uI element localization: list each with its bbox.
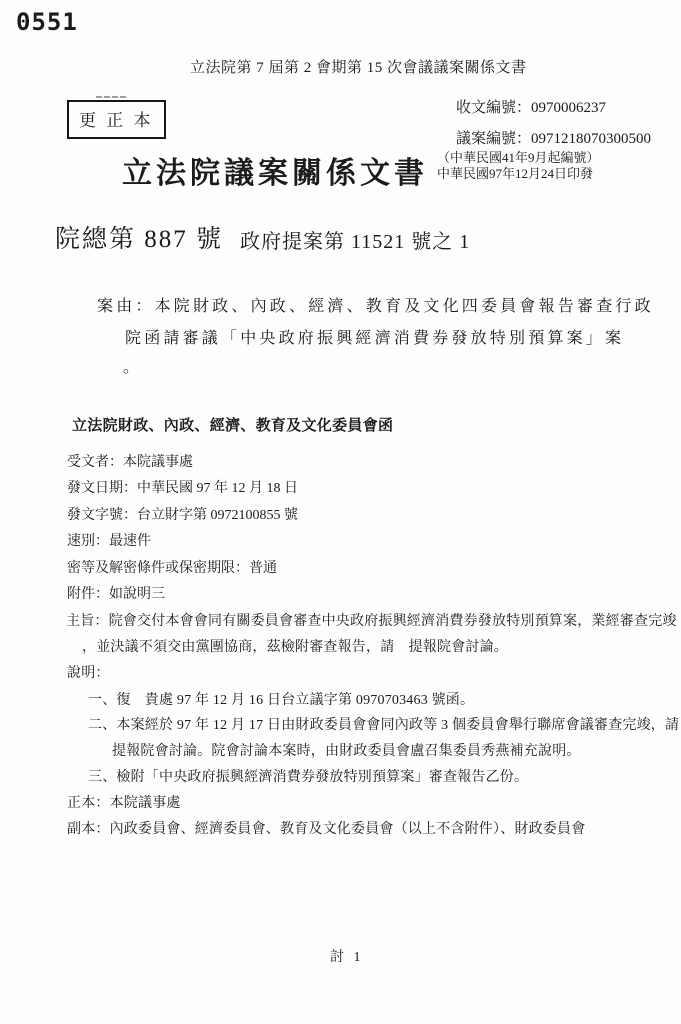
receipt-number: 收文編號：0970006237 (456, 100, 607, 116)
case-summary-line2: 院函請審議「中央政府振興經濟消費券發放特別預算案」案 (125, 330, 625, 347)
title-note-line2: 中華民國97年12月24日印發 (437, 166, 594, 181)
carbon-copy-line: 副本：內政委員會、經濟委員會、教育及文化委員會（以上不含附件）、財政委員會 (67, 822, 586, 837)
field-attachment: 附件：如說明三 (67, 587, 165, 603)
page-footer-label: 討 1 (330, 950, 364, 965)
session-header: 立法院第 7 屆第 2 會期第 15 次會議議案關係文書 (190, 60, 527, 76)
title-note (437, 150, 600, 182)
explanation-item-1: 一、復 貴處 97 年 12 月 16 日台立議字第 0970703463 號函。 (88, 693, 475, 708)
case-summary-line1: 案由：本院財政、內政、經濟、教育及文化四委員會報告審查行政 (97, 298, 654, 315)
document-title: 立法院議案關係文書 (122, 157, 428, 190)
committee-letter-heading: 立法院財政、內政、經濟、教育及文化委員會函 (72, 418, 394, 434)
explanation-item-2-line2: 提報院會討論。院會討論本案時，由財政委員會盧召集委員秀燕補充說明。 (112, 744, 581, 759)
original-copy-line: 正本：本院議事處 (67, 796, 181, 811)
scan-artifact-dash (96, 96, 126, 98)
field-recipient: 受文者：本院議事處 (67, 455, 193, 470)
field-security-class: 密等及解密條件或保密期限：普通 (67, 560, 277, 576)
correction-copy-stamp: 更 正 本 (67, 100, 166, 139)
corner-stamp-number: 0551 (16, 8, 78, 36)
field-reference-number: 發文字號：台立財字第 0972100855 號 (67, 507, 298, 523)
docket-number-main: 院總第 887 號 (55, 226, 224, 253)
docket-number-sub: 政府提案第 11521 號之 1 (240, 231, 471, 253)
field-issue-date: 發文日期：中華民國 97 年 12 月 18 日 (67, 481, 298, 497)
letter-metadata-fields (67, 450, 298, 608)
explanation-label: 說明： (67, 666, 110, 681)
field-speed-class: 速別：最速件 (67, 534, 151, 550)
letter-subject-line1: 主旨：院會交付本會會同有關委員會審查中央政府振興經濟消費券發放特別預算案，業經審查完竣 (66, 614, 677, 629)
explanation-item-2-line1: 二、本案經於 97 年 12 月 17 日由財政委員會會同內政等 3 個委員會舉行聯席會議審查完竣，請 (88, 718, 680, 733)
bill-number: 議案編號：0971218070300500 (456, 131, 652, 147)
explanation-item-3: 三、檢附「中央政府振興經濟消費券發放特別預算案」審查報告乙份。 (88, 770, 529, 785)
case-summary-line3: 。 (123, 359, 143, 376)
title-note-line1: （中華民國41年9月起編號） (437, 150, 600, 165)
letter-subject-line2: ，並決議不須交由黨團協商，茲檢附審查報告，請 提報院會討論。 (82, 640, 508, 655)
